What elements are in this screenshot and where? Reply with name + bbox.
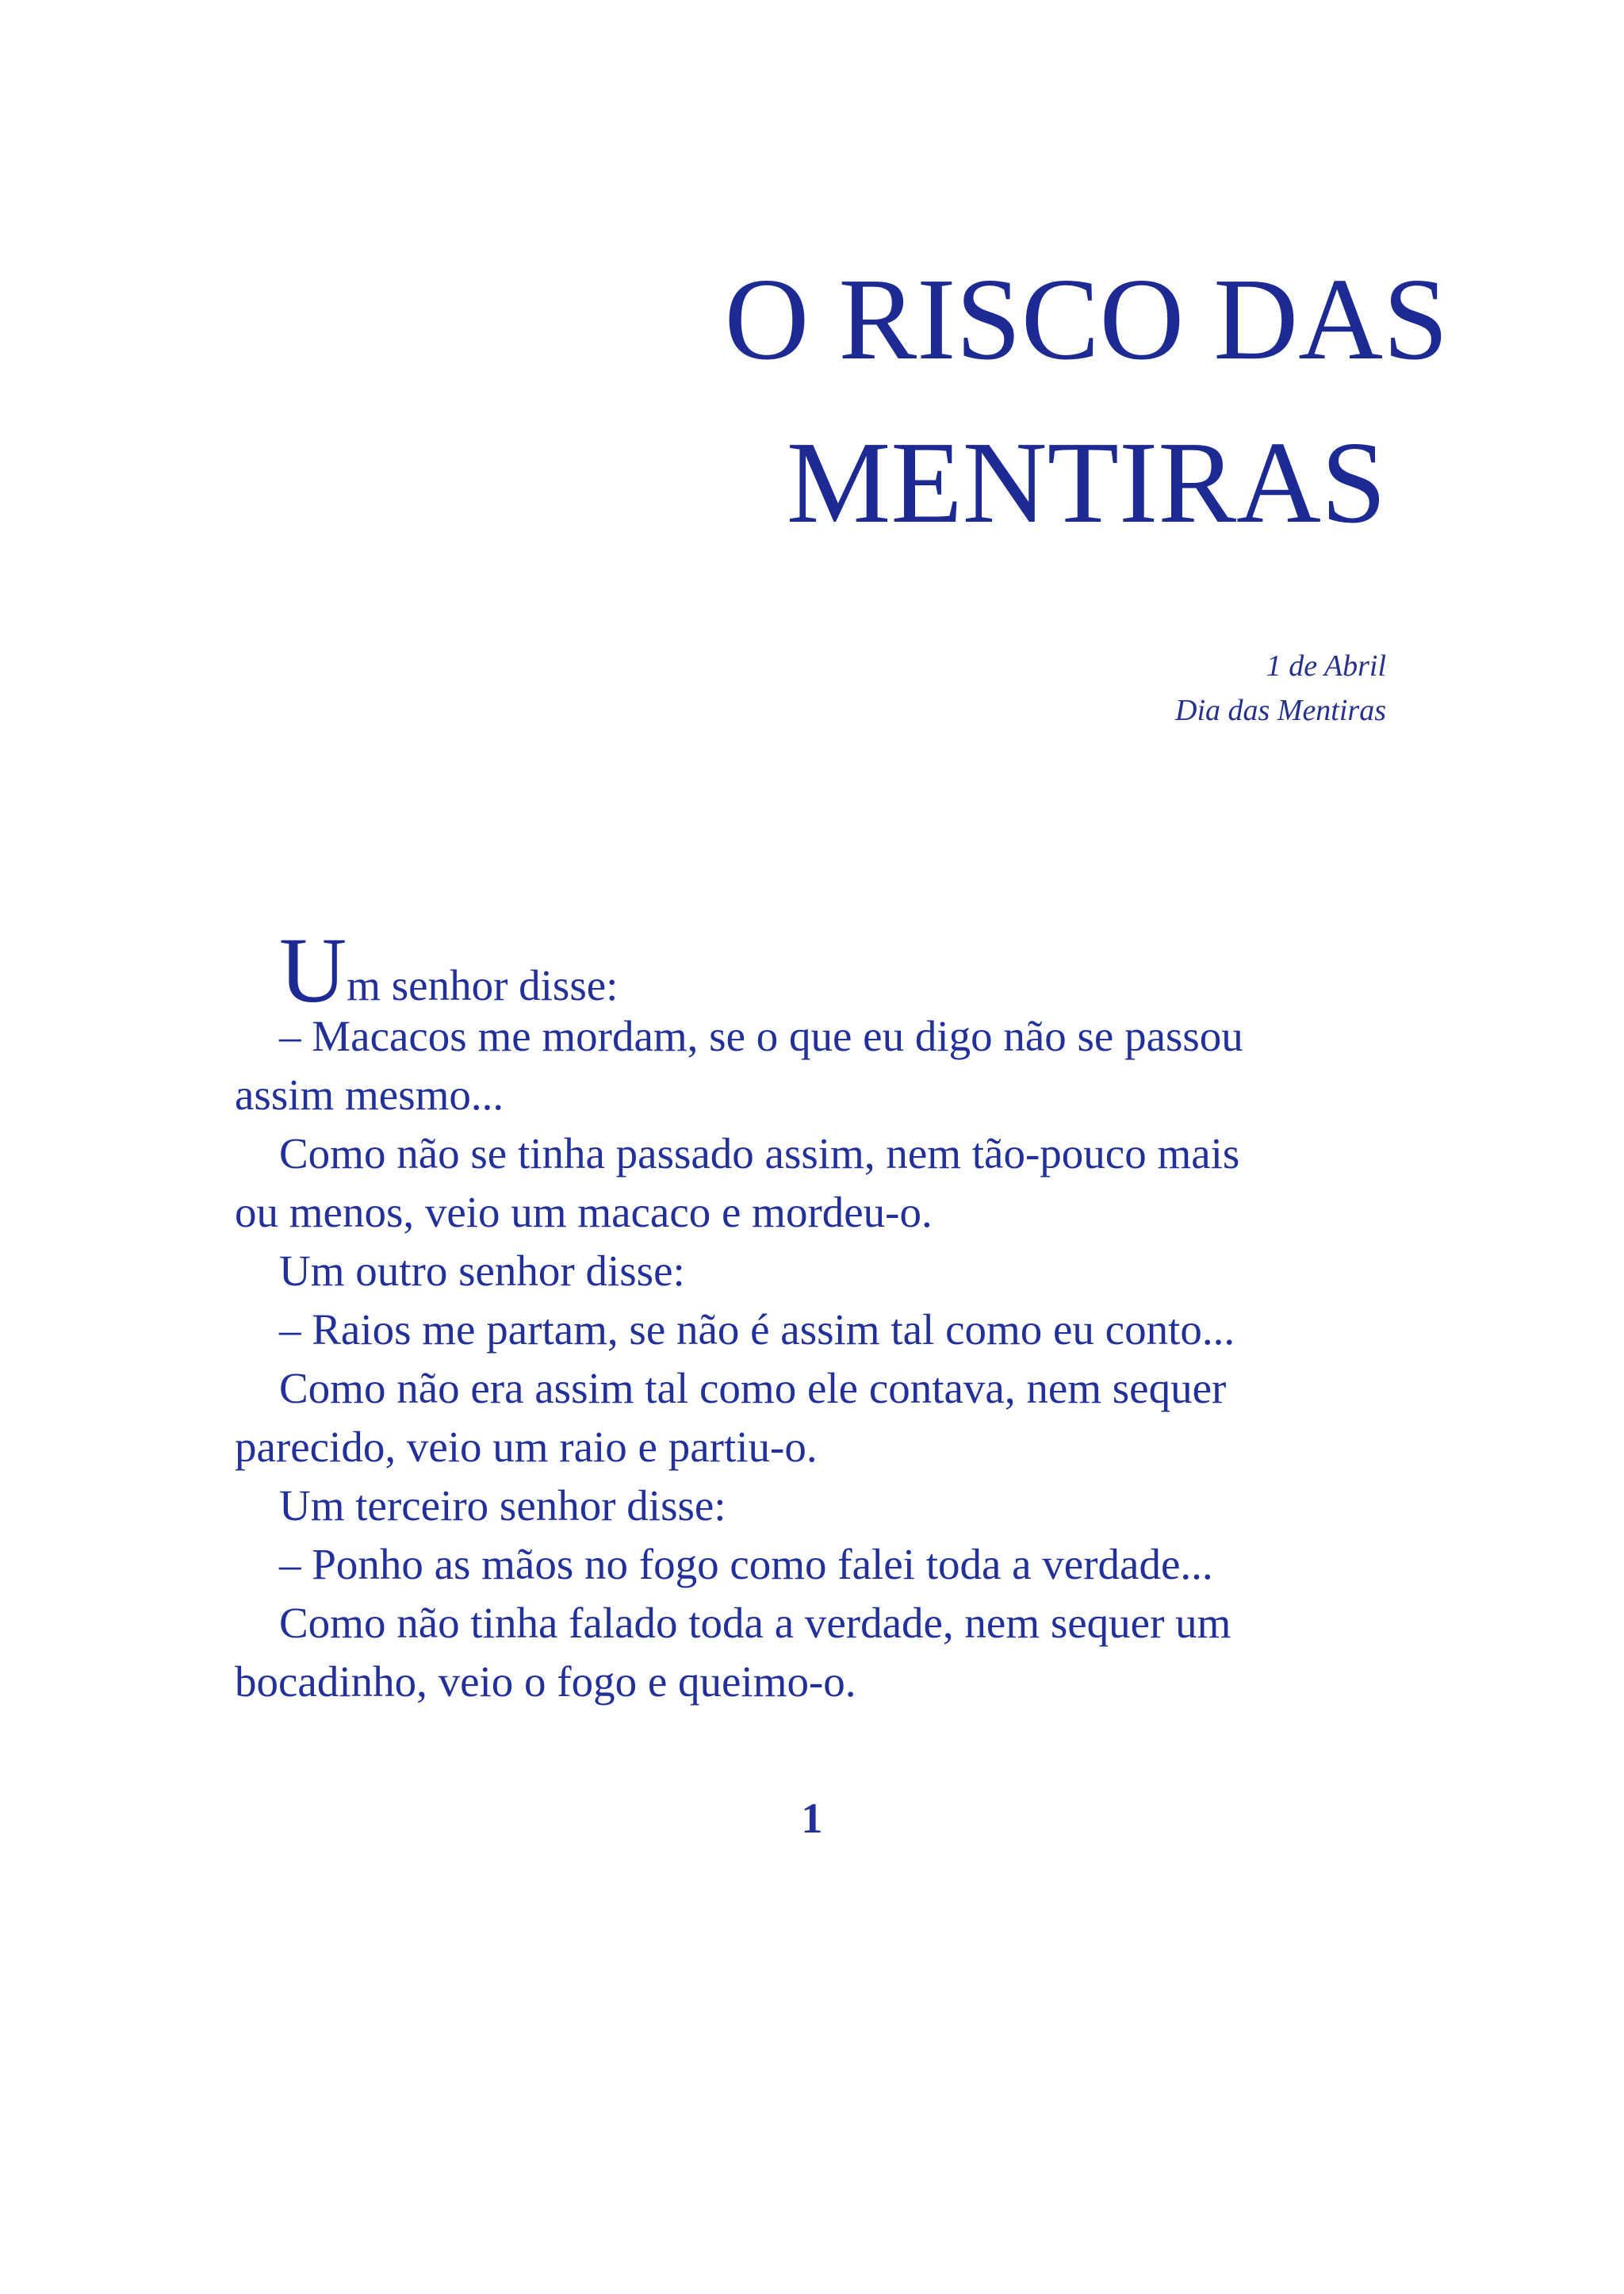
page-title (650, 238, 1522, 565)
story-first-line (235, 918, 1361, 1022)
story-line: bocadinho, veio o fogo e queimo-o. (235, 1657, 856, 1706)
dateline-occasion: Dia das Mentiras (1175, 694, 1386, 727)
story-line: – Macacos me mordam, se o que eu digo não se passou (279, 1012, 1243, 1060)
story-line: Como não se tinha passado assim, nem tão-pouco mais (279, 1129, 1240, 1178)
story-line: assim mesmo... (235, 1070, 504, 1119)
title-line-1: O RISCO DAS (724, 255, 1449, 385)
story-line: – Raios me partam, se não é assim tal como eu conto... (279, 1305, 1235, 1354)
dateline (1175, 644, 1386, 733)
page-number: 1 (801, 1794, 823, 1842)
story-text (235, 918, 1361, 1711)
story-line: Um terceiro senhor disse: (279, 1481, 726, 1530)
story-line: Como não era assim tal como ele contava, nem sequer (279, 1364, 1227, 1412)
story-line: Um outro senhor disse: (279, 1247, 685, 1295)
story-line: – Ponho as mãos no fogo como falei toda a verdade... (279, 1540, 1213, 1588)
dateline-date: 1 de Abril (1266, 649, 1386, 683)
story-line: Como não tinha falado toda a verdade, nem sequer um (279, 1599, 1231, 1647)
story-first-line-text: m senhor disse: (347, 961, 619, 1009)
title-line-2: MENTIRAS (786, 418, 1387, 548)
drop-cap: U (279, 918, 347, 1022)
story-line: parecido, veio um raio e partiu-o. (235, 1423, 818, 1471)
story-line: ou menos, veio um macaco e mordeu-o. (235, 1188, 933, 1236)
